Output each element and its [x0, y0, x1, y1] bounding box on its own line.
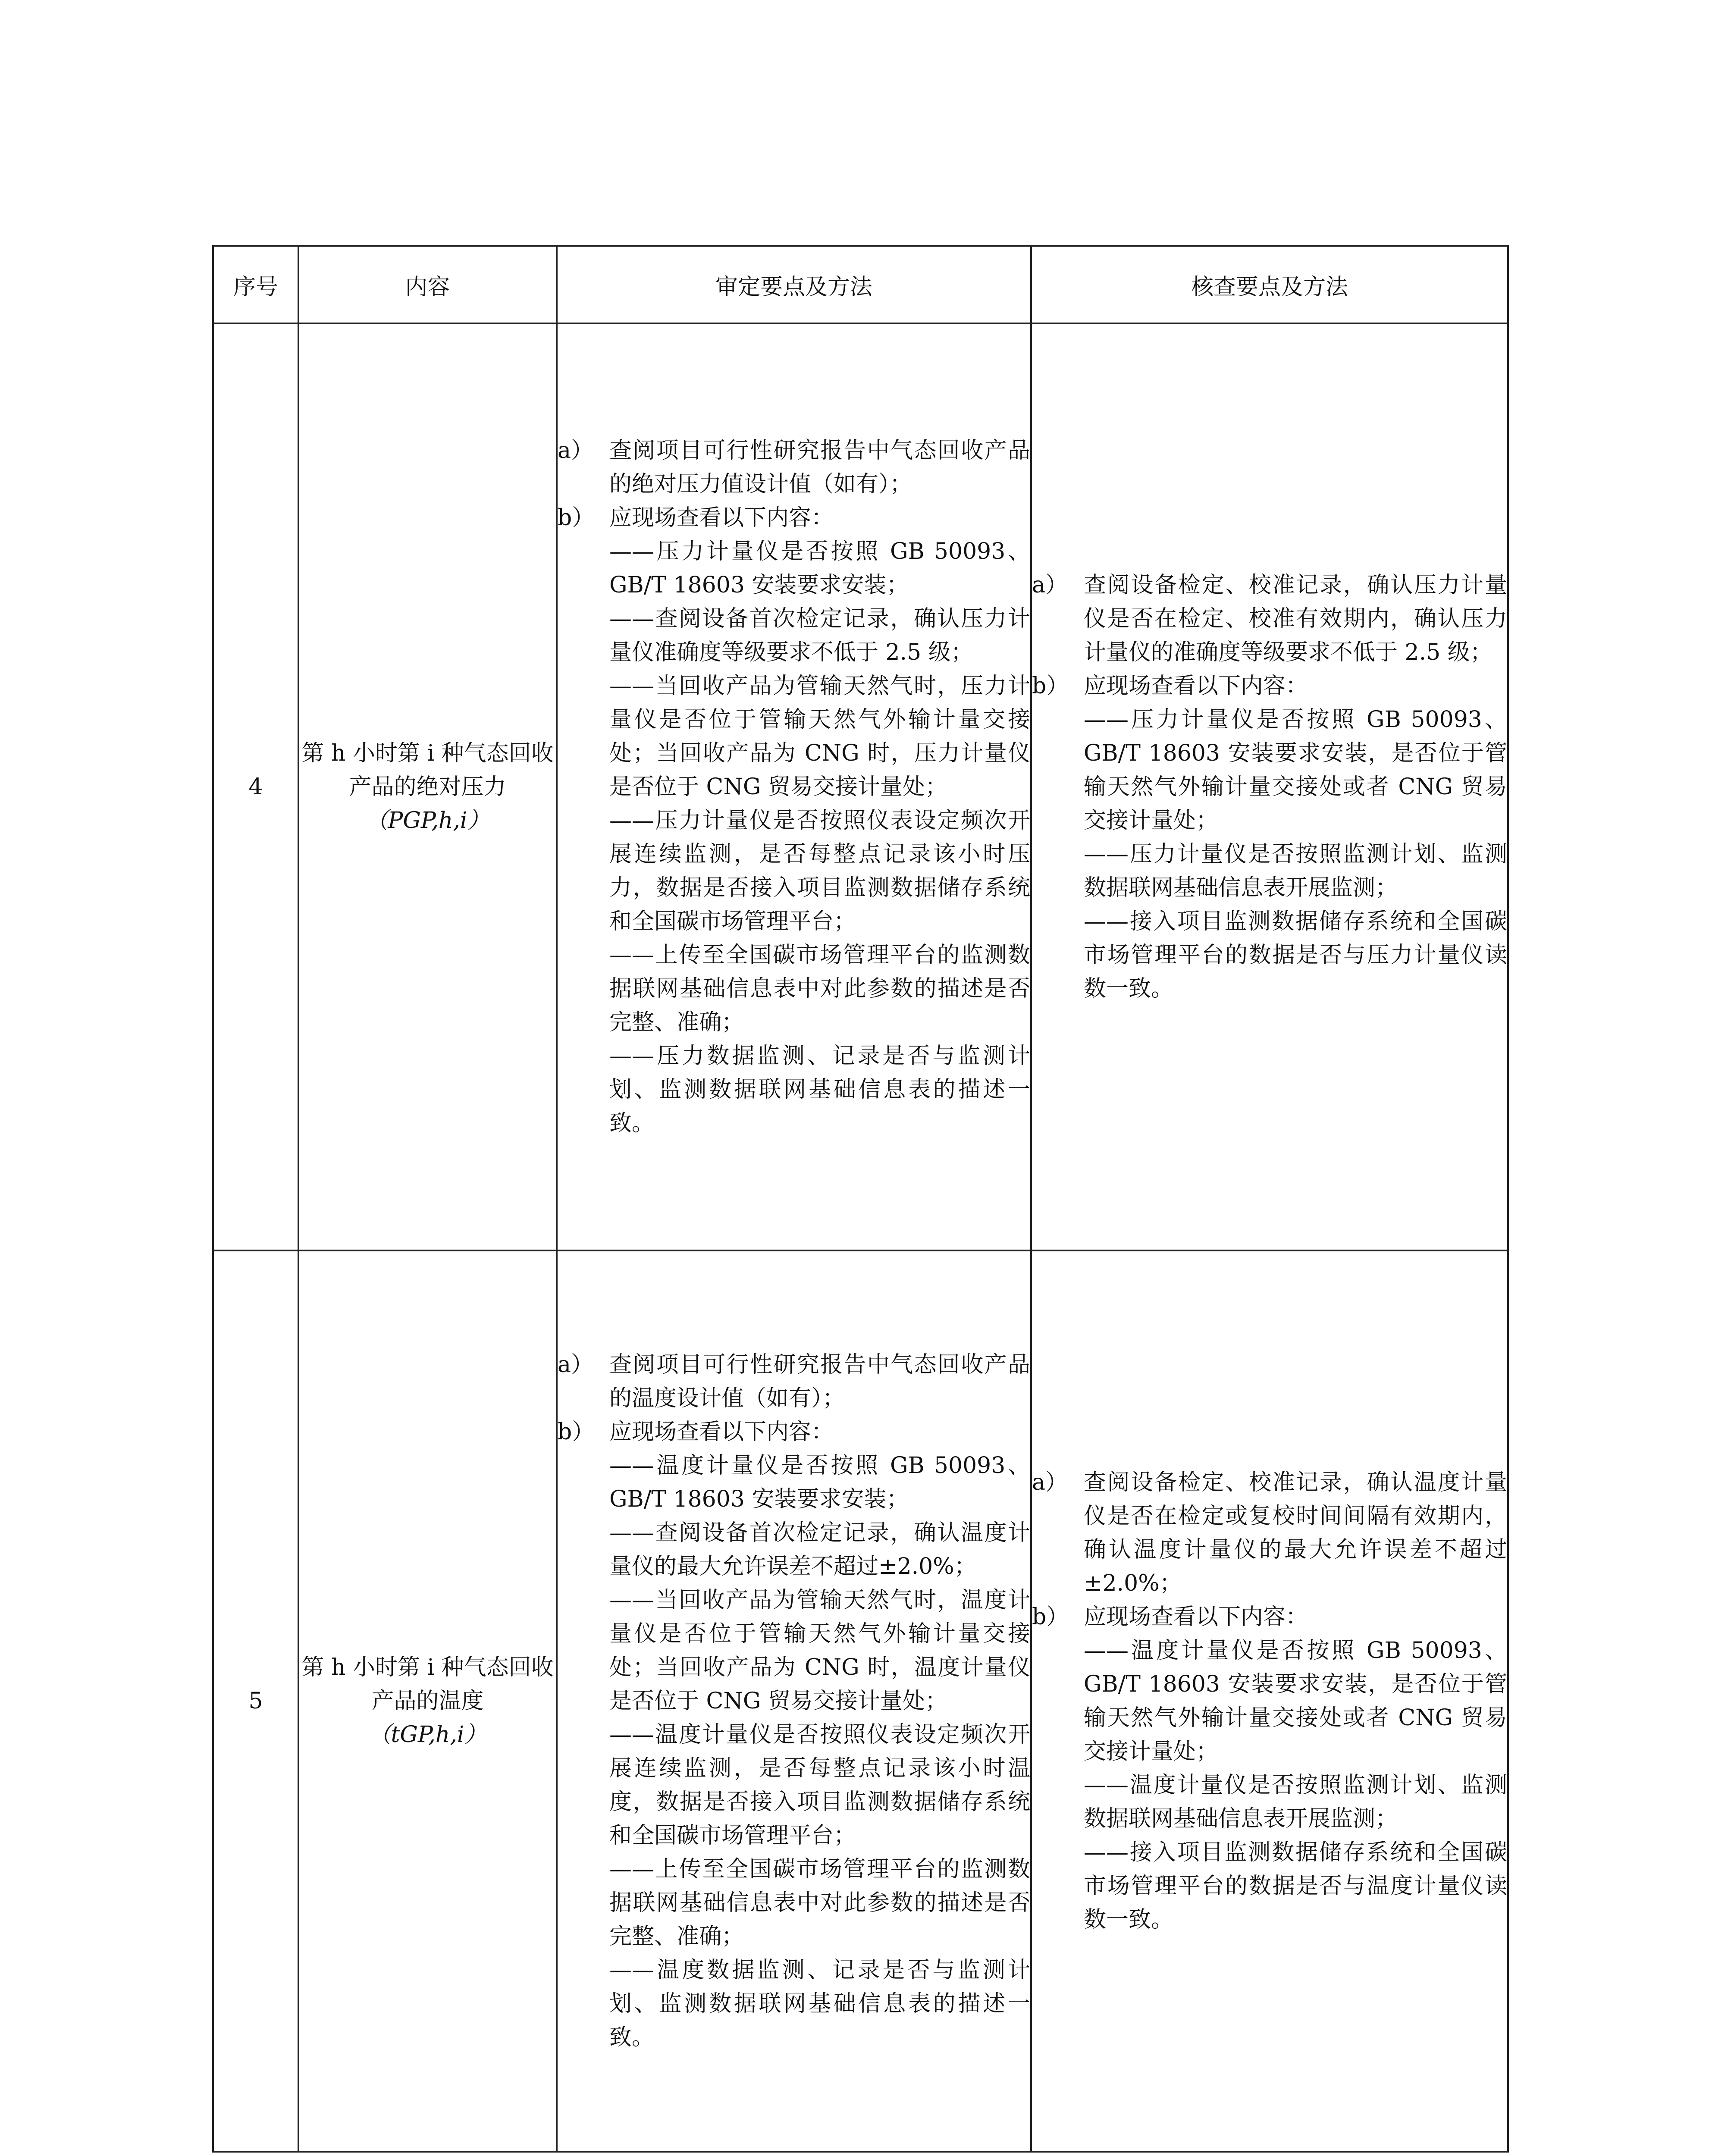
row-number: 5: [213, 1250, 298, 2152]
list-item: [558, 1348, 1030, 1415]
item-label: b）: [1032, 1604, 1069, 1630]
list-item: [1032, 669, 1507, 703]
item-text: 应现场查看以下内容：: [609, 1419, 834, 1445]
item-label: a）: [558, 438, 594, 464]
list-item: [1032, 1600, 1507, 1634]
item-text: 应现场查看以下内容：: [1084, 1604, 1308, 1630]
sub-item: ——接入项目监测数据储存系统和全国碳市场管理平台的数据是否与压力计量仪读数一致。: [1084, 909, 1507, 1002]
sub-item: ——压力数据监测、记录是否与监测计划、监测数据联网基础信息表的描述一致。: [609, 1043, 1030, 1136]
sub-item: ——压力计量仪是否按照监测计划、监测数据联网基础信息表开展监测；: [1084, 841, 1507, 901]
sub-item: ——接入项目监测数据储存系统和全国碳市场管理平台的数据是否与温度计量仪读数一致。: [1084, 1839, 1507, 1933]
item-text: 查阅设备检定、校准记录，确认温度计量仪是否在检定或复校时间间隔有效期内，确认温度计量仪的最大允许误差不超过±2.0%；: [1084, 1470, 1507, 1596]
parameter-symbol: （PGP,h,i）: [365, 808, 490, 834]
sub-item: ——上传至全国碳市场管理平台的监测数据联网基础信息表中对此参数的描述是否完整、准确；: [609, 942, 1030, 1035]
sub-item: ——温度数据监测、记录是否与监测计划、监测数据联网基础信息表的描述一致。: [609, 1957, 1030, 2050]
sub-item: ——温度计量仪是否按照 GB 50093、GB/T 18603 安装要求安装；: [609, 1453, 1030, 1512]
parameter-name: 第 h 小时第 i 种气态回收产品的绝对压力: [301, 740, 554, 800]
sub-item: ——温度计量仪是否按照仪表设定频次开展连续监测，是否每整点记录该小时温度，数据是否接入项目监测数据储存系统和全国碳市场管理平台；: [609, 1722, 1030, 1849]
sub-item: ——当回收产品为管输天然气时，压力计量仪是否位于管输天然气外输计量交接处；当回收产品为 CNG 时，压力计量仪是否位于 CNG 贸易交接计量处；: [609, 673, 1030, 800]
verify-method-cell: [1031, 1250, 1508, 2152]
sub-item: ——压力计量仪是否按照 GB 50093、GB/T 18603 安装要求安装，是否位于管输天然气外输计量交接处或者 CNG 贸易交接计量处；: [1084, 707, 1507, 834]
item-label: a）: [1032, 572, 1068, 598]
list-item: [1032, 1466, 1507, 1600]
item-text: 应现场查看以下内容：: [609, 505, 834, 531]
row-number: 4: [213, 323, 298, 1250]
item-label: a）: [1032, 1470, 1068, 1495]
item-text: 查阅设备检定、校准记录，确认压力计量仪是否在检定、校准有效期内，确认压力计量仪的准确度等级要求不低于 2.5 级；: [1084, 572, 1507, 665]
header-serial-no: 序号: [213, 246, 298, 323]
sub-item: ——查阅设备首次检定记录，确认温度计量仪的最大允许误差不超过±2.0%；: [609, 1520, 1030, 1579]
list-item: [1032, 568, 1507, 669]
sub-item: ——压力计量仪是否按照仪表设定频次开展连续监测，是否每整点记录该小时压力，数据是否接入项目监测数据储存系统和全国碳市场管理平台；: [609, 808, 1030, 934]
row-content: [298, 323, 557, 1250]
sub-item: ——当回收产品为管输天然气时，温度计量仪是否位于管输天然气外输计量交接处；当回收产品为 CNG 时，温度计量仪是否位于 CNG 贸易交接计量处；: [609, 1587, 1030, 1714]
parameter-name: 第 h 小时第 i 种气态回收产品的温度: [301, 1655, 554, 1714]
item-text: 应现场查看以下内容：: [1084, 673, 1308, 699]
item-label: b）: [558, 1419, 595, 1445]
item-text: 查阅项目可行性研究报告中气态回收产品的绝对压力值设计值（如有）；: [609, 438, 1030, 497]
sub-item: ——温度计量仪是否按照监测计划、监测数据联网基础信息表开展监测；: [1084, 1772, 1507, 1832]
list-item: [558, 434, 1030, 501]
parameter-symbol: （tGP,h,i）: [368, 1722, 487, 1748]
verify-method-cell: [1031, 323, 1508, 1250]
sub-item: ——上传至全国碳市场管理平台的监测数据联网基础信息表中对此参数的描述是否完整、准确；: [609, 1856, 1030, 1949]
review-method-cell: [557, 323, 1031, 1250]
header-review-points: 审定要点及方法: [557, 246, 1031, 323]
item-label: b）: [1032, 673, 1069, 699]
row-content: [298, 1250, 557, 2152]
review-verification-table: [212, 245, 1509, 2153]
list-item: [558, 501, 1030, 535]
sub-item: ——温度计量仪是否按照 GB 50093、GB/T 18603 安装要求安装，是否位于管输天然气外输计量交接处或者 CNG 贸易交接计量处；: [1084, 1638, 1507, 1764]
item-label: a）: [558, 1352, 594, 1378]
sub-item: ——查阅设备首次检定记录，确认压力计量仪准确度等级要求不低于 2.5 级；: [609, 606, 1030, 665]
table-row: [213, 1250, 1508, 2152]
sub-item: ——压力计量仪是否按照 GB 50093、GB/T 18603 安装要求安装；: [609, 539, 1030, 598]
review-method-cell: [557, 1250, 1031, 2152]
header-verify-points: 核查要点及方法: [1031, 246, 1508, 323]
table-row: [213, 323, 1508, 1250]
table-header-row: [213, 246, 1508, 323]
item-text: 查阅项目可行性研究报告中气态回收产品的温度设计值（如有）；: [609, 1352, 1030, 1411]
list-item: [558, 1415, 1030, 1449]
item-label: b）: [558, 505, 595, 531]
header-content: 内容: [298, 246, 557, 323]
